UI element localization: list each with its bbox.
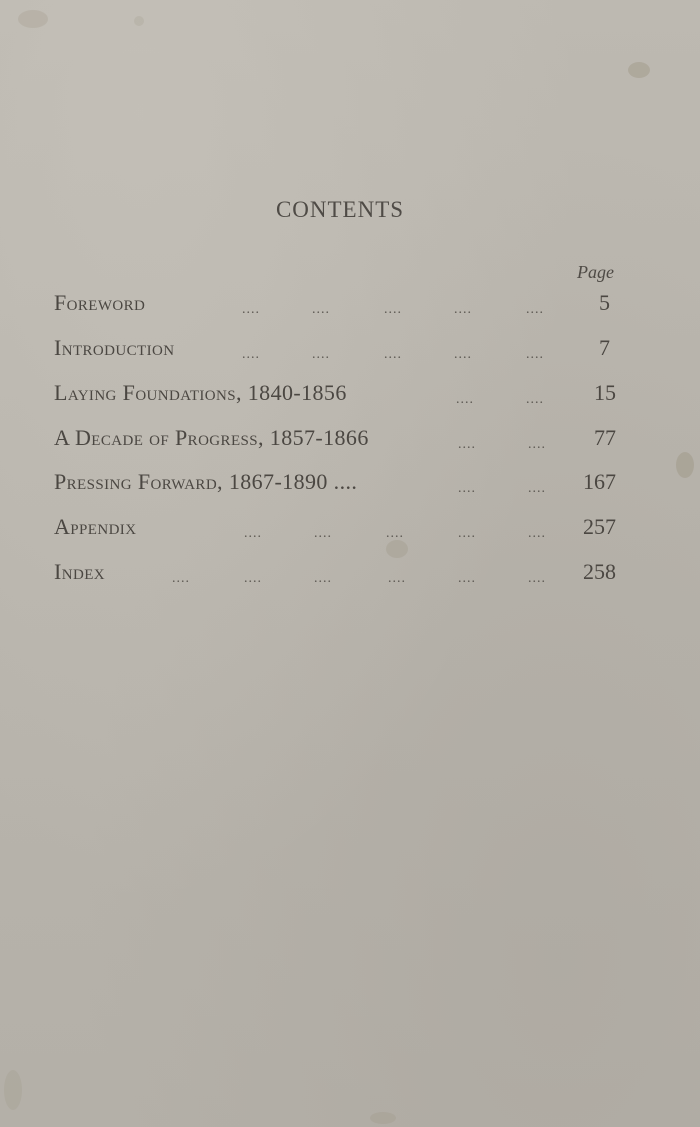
toc-entry-title: Index [54, 559, 105, 584]
toc-entry-page: 15 [594, 380, 616, 405]
leader-dots: .... [454, 347, 472, 362]
toc-entry-page: 5 [599, 290, 610, 315]
leader-dots: .... [458, 571, 476, 586]
toc-entry-title: Pressing Forward, 1867-1890 .... [54, 469, 358, 494]
toc-entry [54, 290, 616, 320]
toc-entry-title: A Decade of Progress, 1857-1866 [54, 425, 369, 450]
toc-entry [54, 469, 616, 499]
toc-entry [54, 425, 616, 455]
page-column-label: Page [577, 262, 614, 282]
leader-dots: .... [526, 302, 544, 317]
leader-dots: .... [454, 302, 472, 317]
toc-entry-page: 7 [599, 335, 610, 360]
paper-speck [628, 62, 650, 78]
toc-entry-page: 167 [583, 469, 616, 494]
toc-entry-title: Introduction [54, 335, 175, 360]
leader-dots: .... [314, 526, 332, 541]
leader-dots: .... [244, 571, 262, 586]
toc-entry [54, 380, 616, 410]
leader-dots: .... [458, 481, 476, 496]
leader-dots: .... [526, 392, 544, 407]
leader-dots: .... [458, 437, 476, 452]
toc-entry-title: Appendix [54, 514, 137, 539]
leader-dots: .... [526, 347, 544, 362]
leader-dots: .... [528, 437, 546, 452]
leader-dots: .... [242, 347, 260, 362]
leader-dots: .... [456, 392, 474, 407]
leader-dots: .... [528, 571, 546, 586]
paper-speck [676, 452, 694, 478]
toc-entry [54, 514, 616, 544]
leader-dots: .... [312, 302, 330, 317]
leader-dots: .... [242, 302, 260, 317]
leader-dots: .... [528, 481, 546, 496]
paper-speck [370, 1112, 396, 1124]
leader-dots: .... [314, 571, 332, 586]
toc-entry-title: Foreword [54, 290, 146, 315]
leader-dots: .... [384, 347, 402, 362]
leader-dots: .... [244, 526, 262, 541]
leader-dots: .... [528, 526, 546, 541]
page-title: CONTENTS [275, 197, 405, 222]
leader-dots: .... [312, 347, 330, 362]
leader-dots: .... [386, 526, 404, 541]
toc-entry-page: 258 [583, 559, 616, 584]
leader-dots: .... [388, 571, 406, 586]
paper-speck [18, 10, 48, 28]
toc-entry [54, 559, 616, 589]
leader-dots: .... [458, 526, 476, 541]
paper-speck [4, 1070, 22, 1110]
toc-entry-page: 257 [583, 514, 616, 539]
leader-dots: .... [384, 302, 402, 317]
leader-dots: .... [172, 571, 190, 586]
toc-entry-title: Laying Foundations, 1840-1856 [54, 380, 347, 405]
toc-entry [54, 335, 616, 365]
paper-speck [134, 16, 144, 26]
toc-entry-page: 77 [594, 425, 616, 450]
